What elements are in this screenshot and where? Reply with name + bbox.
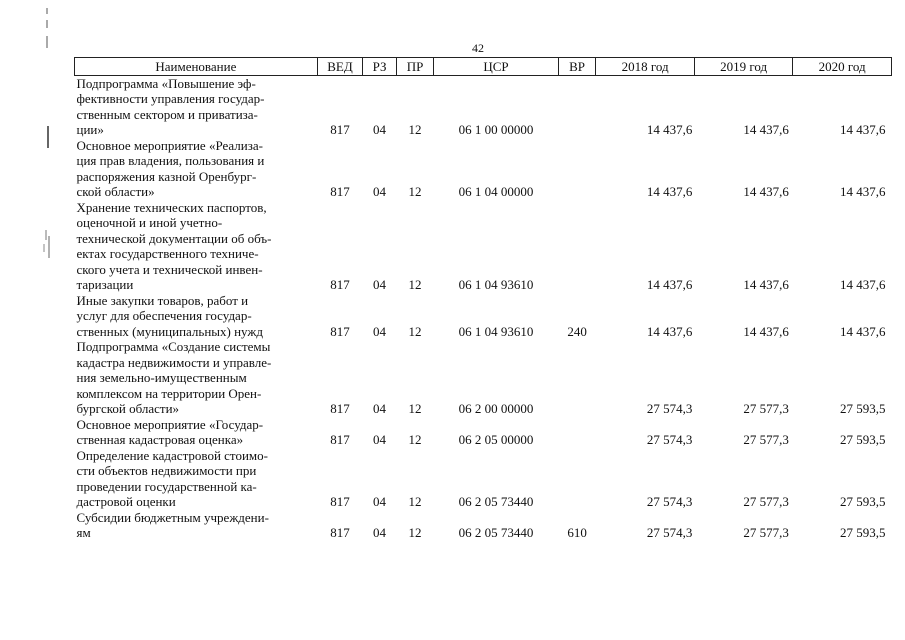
row-value-2019: 14 437,6 bbox=[743, 122, 789, 137]
row-name: Подпрограмма «Создание системы кадастра недвижимости и управле- ния земельно-имущественным комплексом на территории Орен- бургской области» bbox=[76, 339, 272, 416]
row-vr bbox=[558, 448, 596, 510]
row-name: Субсидии бюджетным учреждени- ям bbox=[76, 509, 269, 540]
row-value-2020: 27 593,5 bbox=[840, 494, 886, 509]
table-row bbox=[75, 200, 892, 293]
row-csr: 06 1 04 93610 bbox=[458, 277, 534, 292]
row-value-2018: 14 437,6 bbox=[646, 122, 693, 137]
row-vr bbox=[558, 339, 596, 417]
row-pr: 12 bbox=[408, 432, 422, 447]
table-row bbox=[75, 138, 892, 200]
row-rz: 04 bbox=[373, 323, 387, 339]
row-name: Хранение технических паспортов, оценочной и иной учетно- технической документации об объ- ектах государственного техниче- ского учета и технической инвен- таризации bbox=[76, 199, 272, 292]
row-csr: 06 1 04 93610 bbox=[458, 323, 534, 339]
row-csr: 06 2 05 73440 bbox=[458, 494, 534, 509]
header-ved: ВЕД bbox=[317, 58, 363, 76]
row-value-2019: 14 437,6 bbox=[743, 277, 789, 292]
row-value-2019: 27 577,3 bbox=[743, 401, 789, 416]
row-pr: 12 bbox=[408, 323, 422, 339]
row-ved: 817 bbox=[330, 401, 350, 416]
row-pr: 12 bbox=[408, 401, 422, 416]
row-value-2018: 14 437,6 bbox=[646, 277, 693, 292]
row-value-2019: 27 577,3 bbox=[743, 494, 789, 509]
row-value-2019: 27 577,3 bbox=[743, 432, 789, 447]
header-rz: РЗ bbox=[363, 58, 397, 76]
table-header-row bbox=[75, 58, 892, 76]
row-csr: 06 1 04 00000 bbox=[458, 184, 534, 199]
row-name: Основное мероприятие «Реализа- ция прав владения, пользования и распоряжения казной Оренбург- ской области» bbox=[76, 137, 265, 199]
row-rz: 04 bbox=[373, 494, 387, 509]
row-value-2018: 27 574,3 bbox=[646, 494, 693, 509]
row-csr: 06 2 05 73440 bbox=[458, 525, 534, 540]
header-2019: 2019 год bbox=[694, 58, 792, 76]
row-value-2018: 27 574,3 bbox=[646, 401, 693, 416]
row-value-2020: 27 593,5 bbox=[840, 401, 886, 416]
row-pr: 12 bbox=[408, 525, 422, 540]
header-2018: 2018 год bbox=[596, 58, 694, 76]
table-row bbox=[75, 448, 892, 510]
table-row bbox=[75, 510, 892, 541]
table-row bbox=[75, 75, 892, 138]
row-name: Основное мероприятие «Государ- ственная кадастровая оценка» bbox=[76, 416, 264, 447]
row-pr: 12 bbox=[408, 494, 422, 509]
row-pr: 12 bbox=[408, 122, 422, 137]
row-value-2020: 27 593,5 bbox=[840, 432, 886, 447]
row-value-2019: 14 437,6 bbox=[743, 184, 789, 199]
row-ved: 817 bbox=[330, 184, 350, 199]
row-name: Определение кадастровой стоимо- сти объектов недвижимости при проведении государственной ка- дастровой оценки bbox=[76, 447, 268, 509]
row-name: Подпрограмма «Повышение эф- фективности управления государ- ственным сектором и приватиза- ции» bbox=[76, 75, 265, 137]
row-rz: 04 bbox=[373, 525, 387, 540]
header-name: Наименование bbox=[75, 58, 318, 76]
row-vr: 240 bbox=[567, 323, 587, 339]
row-pr: 12 bbox=[408, 184, 422, 199]
header-vr: ВР bbox=[558, 58, 596, 76]
row-rz: 04 bbox=[373, 184, 387, 199]
row-ved: 817 bbox=[330, 432, 350, 447]
row-value-2018: 27 574,3 bbox=[646, 432, 693, 447]
row-ved: 817 bbox=[330, 323, 350, 339]
row-value-2020: 14 437,6 bbox=[840, 184, 886, 199]
row-vr bbox=[558, 200, 596, 293]
row-csr: 06 2 05 00000 bbox=[458, 432, 534, 447]
row-ved: 817 bbox=[330, 277, 350, 292]
row-rz: 04 bbox=[373, 401, 387, 416]
row-name: Иные закупки товаров, работ и услуг для обеспечения государ- ственных (муниципальных) нужд bbox=[76, 292, 263, 339]
row-value-2020: 14 437,6 bbox=[840, 277, 886, 292]
row-rz: 04 bbox=[373, 122, 387, 137]
header-pr: ПР bbox=[396, 58, 433, 76]
row-value-2020: 14 437,6 bbox=[840, 323, 886, 339]
row-ved: 817 bbox=[330, 525, 350, 540]
row-vr bbox=[558, 138, 596, 200]
row-vr bbox=[558, 417, 596, 448]
row-pr: 12 bbox=[408, 277, 422, 292]
table-row bbox=[75, 417, 892, 448]
row-ved: 817 bbox=[330, 494, 350, 509]
row-vr: 610 bbox=[567, 525, 587, 540]
row-ved: 817 bbox=[330, 122, 350, 137]
table-row bbox=[75, 293, 892, 340]
row-csr: 06 1 00 00000 bbox=[458, 122, 534, 137]
row-value-2020: 14 437,6 bbox=[840, 122, 886, 137]
row-vr bbox=[558, 75, 596, 138]
row-value-2018: 27 574,3 bbox=[646, 525, 693, 540]
row-rz: 04 bbox=[373, 277, 387, 292]
table-row bbox=[75, 339, 892, 417]
header-2020: 2020 год bbox=[793, 58, 892, 76]
row-rz: 04 bbox=[373, 432, 387, 447]
budget-table bbox=[74, 57, 892, 541]
page-number: 42 bbox=[472, 41, 484, 55]
row-value-2019: 27 577,3 bbox=[743, 525, 789, 540]
row-value-2019: 14 437,6 bbox=[743, 323, 789, 339]
scan-margin-marks bbox=[38, 0, 54, 640]
row-value-2020: 27 593,5 bbox=[840, 525, 886, 540]
row-value-2018: 14 437,6 bbox=[646, 323, 693, 339]
row-csr: 06 2 00 00000 bbox=[458, 401, 534, 416]
row-value-2018: 14 437,6 bbox=[646, 184, 693, 199]
header-csr: ЦСР bbox=[434, 58, 559, 76]
table-body bbox=[75, 75, 892, 541]
